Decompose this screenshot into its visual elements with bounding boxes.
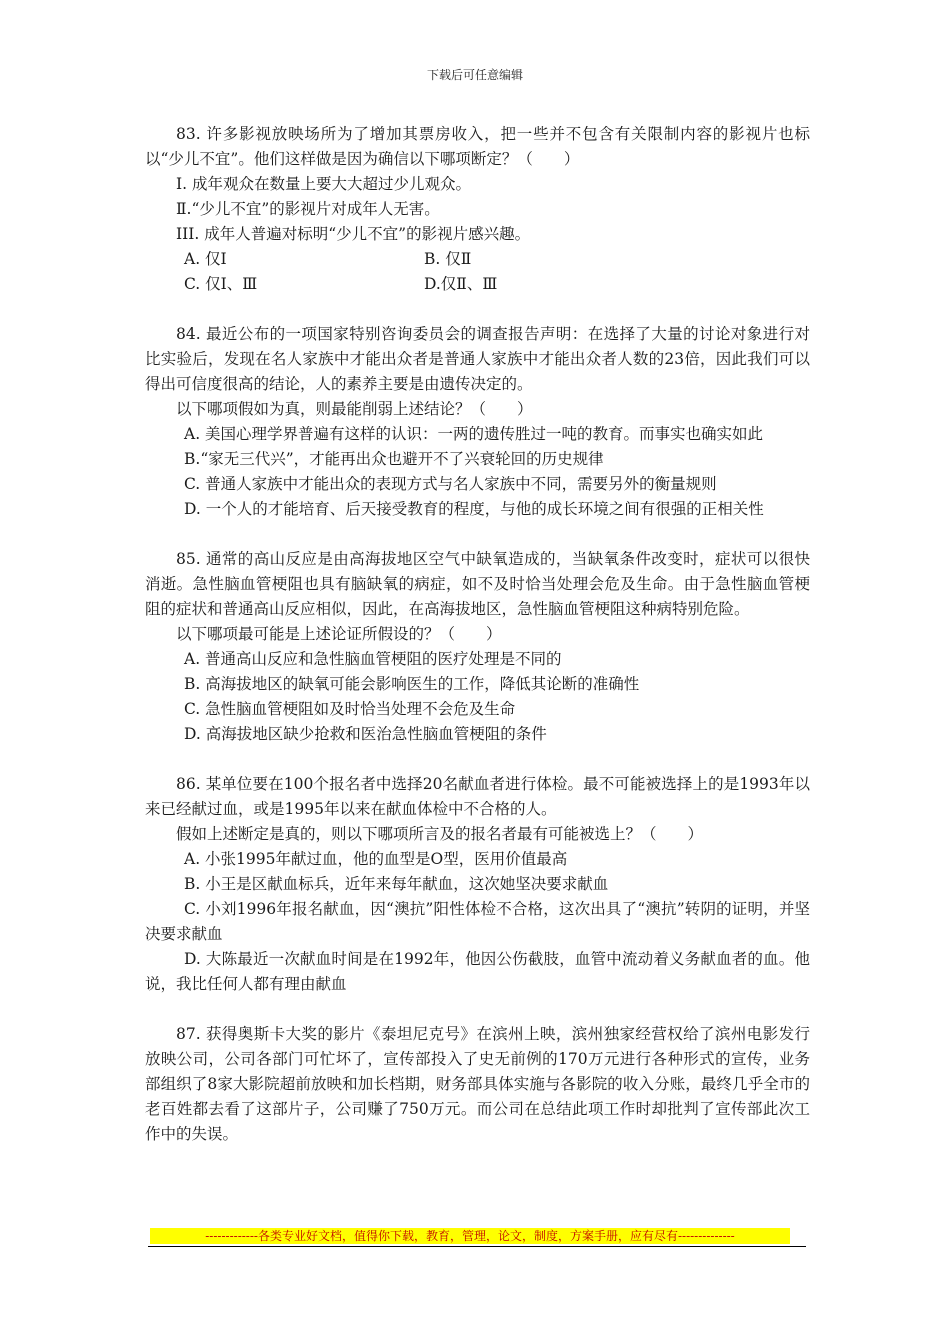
option-row: [145, 247, 810, 272]
option-b: B. 小王是区献血标兵，近年来每年献血，这次她坚决要求献血: [184, 875, 609, 893]
footer-banner: -------------各类专业好文档，值得你下载，教育，管理，论文，制度，方案手册，应有尽有--------------: [150, 1228, 790, 1244]
option-b: B. 仅Ⅱ: [424, 250, 472, 268]
option-d: D. 一个人的才能培育、后天接受教育的程度，与他的成长环境之间有很强的正相关性: [184, 500, 764, 518]
option-a: A. 仅Ⅰ: [184, 250, 227, 268]
option-d: D.仅Ⅱ、Ⅲ: [424, 275, 498, 293]
option-row: [145, 272, 810, 297]
question-stem: 85. 通常的高山反应是由高海拔地区空气中缺氧造成的，当缺氧条件改变时，症状可以很快消逝。急性脑血管梗阻也具有脑缺氧的病症，如不及时恰当处理会危及生命。由于急性脑血管梗阻的症状和普通高山反应相似，因此，在高海拔地区，急性脑血管梗阻这种病特别危险。: [145, 550, 810, 618]
question-86: [145, 772, 810, 997]
option-b: B. 高海拔地区的缺氧可能会影响医生的工作，降低其论断的准确性: [184, 675, 640, 693]
question-84: [145, 322, 810, 522]
statement-1: Ⅰ. 成年观众在数量上要大大超过少儿观众。: [176, 175, 471, 193]
document-body: [145, 122, 810, 1172]
question-stem: 87. 获得奥斯卡大奖的影片《泰坦尼克号》在滨州上映，滨州独家经营权给了滨州电影发行放映公司，公司各部门可忙坏了，宣传部投入了史无前例的170万元进行各种形式的宣传，业务部组织了8家大影院超前放映和加长档期，财务部具体实施与各影院的收入分账，最终几乎全市的老百姓都去看了这部片子，公司赚了750万元。而公司在总结此项工作时却批判了宣传部此次工作中的失误。: [145, 1025, 810, 1143]
option-c: C. 急性脑血管梗阻如及时恰当处理不会危及生命: [184, 700, 516, 718]
question-87: [145, 1022, 810, 1147]
question-85: [145, 547, 810, 747]
footer-divider: [148, 1246, 806, 1247]
question-prompt: 以下哪项假如为真，则最能削弱上述结论？（ ）: [176, 400, 533, 418]
option-c: C. 仅Ⅰ、Ⅲ: [184, 275, 258, 293]
option-a: A. 美国心理学界普遍有这样的认识：一两的遗传胜过一吨的教育。而事实也确实如此: [184, 425, 764, 443]
option-b: B.“家无三代兴”，才能再出众也避开不了兴衰轮回的历史规律: [184, 450, 604, 468]
question-83: [145, 122, 810, 297]
question-prompt: 假如上述断定是真的，则以下哪项所言及的报名者最有可能被选上？（ ）: [176, 825, 704, 843]
option-d: D. 大陈最近一次献血时间是在1992年，他因公伤截肢，血管中流动着义务献血者的血。他说，我比任何人都有理由献血: [145, 950, 810, 993]
page-header: 下载后可任意编辑: [426, 68, 523, 82]
option-c: C. 普通人家族中才能出众的表现方式与名人家族中不同，需要另外的衡量规则: [184, 475, 717, 493]
option-a: A. 普通高山反应和急性脑血管梗阻的医疗处理是不同的: [184, 650, 562, 668]
option-a: A. 小张1995年献过血，他的血型是O型，医用价值最高: [184, 850, 568, 868]
statement-2: Ⅱ.“少儿不宜”的影视片对成年人无害。: [176, 200, 440, 218]
question-stem: 86. 某单位要在100个报名者中选择20名献血者进行体检。最不可能被选择上的是1993年以来已经献过血，或是1995年以来在献血体检中不合格的人。: [145, 775, 810, 818]
question-stem: 84. 最近公布的一项国家特别咨询委员会的调查报告声明：在选择了大量的讨论对象进行对比实验后，发现在名人家族中才能出众者是普通人家族中才能出众者人数的23倍，因此我们可以得出可信度很高的结论，人的素养主要是由遗传决定的。: [145, 325, 810, 393]
question-prompt: 以下哪项最可能是上述论证所假设的？（ ）: [176, 625, 502, 643]
option-d: D. 高海拔地区缺少抢救和医治急性脑血管梗阻的条件: [184, 725, 547, 743]
statement-3: III. 成年人普遍对标明“少儿不宜”的影视片感兴趣。: [176, 225, 531, 243]
question-stem: 83. 许多影视放映场所为了增加其票房收入，把一些并不包含有关限制内容的影视片也标以“少儿不宜”。他们这样做是因为确信以下哪项断定？（ ）: [145, 125, 810, 168]
option-c: C. 小刘1996年报名献血，因“澳抗”阳性体检不合格，这次出具了“澳抗”转阴的证明，并坚决要求献血: [145, 900, 810, 943]
